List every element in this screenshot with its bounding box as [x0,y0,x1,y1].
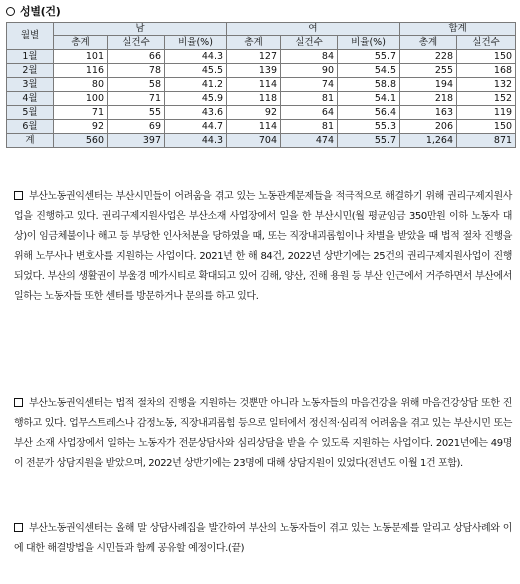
table-cell: 56.4 [338,106,400,120]
table-cell: 92 [54,120,108,134]
column-header: 비율(%) [338,36,400,50]
table-cell: 69 [108,120,165,134]
table-cell: 92 [227,106,281,120]
month-cell: 2월 [7,64,54,78]
table-cell: 1,264 [400,134,457,148]
month-cell: 5월 [7,106,54,120]
table-cell: 228 [400,50,457,64]
column-header: 총계 [54,36,108,50]
table-cell: 206 [400,120,457,134]
table-cell: 81 [281,120,338,134]
table-cell: 45.5 [165,64,227,78]
table-row [7,78,516,92]
column-header: 실건수 [457,36,516,50]
square-bullet-icon [14,191,23,200]
paragraph-text: 부산노동권익센터는 법적 절차의 진행을 지원하는 것뿐만 아니라 노동자들의 마음건강을 위해 마음건강상담 또한 진행하고 있다. 업무스트레스나 감정노동, 직장내괴롭힘 등으로 일터에서 정신적·심리적 어려움을 겪고 있는 부산시민 또는 부산 소재 사업장에서 일하는 노동자가 전문상담사와 심리상담을 받을 수 있도록 지원하는 사업이다. 2021년에는 49명이 전문가 상담지원을 받았으며, 2022년 상반기에는 23명에 대해 상담지원이 있었다(전년도 이월 1건 포함). [14,398,512,469]
table-cell: 80 [54,78,108,92]
table-cell: 43.6 [165,106,227,120]
sum-group-header: 합계 [400,23,516,36]
gender-stats-table [6,22,516,148]
column-header: 총계 [227,36,281,50]
table-row [7,64,516,78]
table-cell: 127 [227,50,281,64]
table-cell: 90 [281,64,338,78]
section-heading [6,2,60,20]
paragraph-counseling [14,394,512,474]
table-cell: 132 [457,78,516,92]
table-cell: 255 [400,64,457,78]
table-cell: 64 [281,106,338,120]
table-cell: 118 [227,92,281,106]
table-cell: 55 [108,106,165,120]
column-header: 실건수 [281,36,338,50]
column-header: 비율(%) [165,36,227,50]
table-row [7,120,516,134]
square-bullet-icon [14,523,23,532]
table-cell: 163 [400,106,457,120]
table-cell: 474 [281,134,338,148]
month-cell: 6월 [7,120,54,134]
table-cell: 84 [281,50,338,64]
table-cell: 218 [400,92,457,106]
table-cell: 55.7 [338,134,400,148]
table-cell: 55.7 [338,50,400,64]
section-title: 성별(건) [20,5,61,18]
table-cell: 41.2 [165,78,227,92]
table-cell: 44.3 [165,50,227,64]
column-header: 실건수 [108,36,165,50]
table-cell: 74 [281,78,338,92]
table-cell: 114 [227,120,281,134]
table-row [7,50,516,64]
paragraph-casebook [14,519,512,559]
table-cell: 55.3 [338,120,400,134]
circle-bullet-icon [6,7,15,16]
table-total-row [7,134,516,148]
table-cell: 71 [54,106,108,120]
table-cell: 71 [108,92,165,106]
paragraph-legal-aid [14,187,512,307]
table-cell: 44.7 [165,120,227,134]
column-header: 총계 [400,36,457,50]
table-cell: 101 [54,50,108,64]
table-subheader-row [7,36,516,50]
table-cell: 114 [227,78,281,92]
table-cell: 58 [108,78,165,92]
month-cell: 4월 [7,92,54,106]
table-cell: 45.9 [165,92,227,106]
table-cell: 44.3 [165,134,227,148]
table-cell: 116 [54,64,108,78]
table-cell: 152 [457,92,516,106]
table-group-header-row [7,23,516,36]
table-cell: 66 [108,50,165,64]
month-column-header: 월별 [7,23,54,50]
square-bullet-icon [14,398,23,407]
month-cell: 1월 [7,50,54,64]
table-cell: 704 [227,134,281,148]
table-cell: 150 [457,120,516,134]
paragraph-text: 부산노동권익센터는 올해 말 상담사례집을 발간하여 부산의 노동자들이 겪고 있는 노동문제를 알리고 상담사례와 이에 대한 해결방법을 시민들과 함께 공유할 예정이다.(끝) [14,523,512,554]
table-cell: 100 [54,92,108,106]
table-cell: 194 [400,78,457,92]
table-cell: 168 [457,64,516,78]
table-cell: 150 [457,50,516,64]
table-cell: 81 [281,92,338,106]
table-cell: 54.5 [338,64,400,78]
paragraph-text: 부산노동권익센터는 부산시민들이 어려움을 겪고 있는 노동관계문제들을 적극적으로 해결하기 위해 권리구제지원사업을 진행하고 있다. 권리구제지원사업은 부산소재 사업장에서 일을 한 부산시민(월 평균임금 350만원 이하 노동자 대상)이 임금체불이나 해고 등 부당한 인사처분을 당하였을 때, 또는 직장내괴롭힘이나 차별을 받았을 때 법적 절차 진행을 위해 노무사나 변호사를 지원하는 사업이다. 2021년 한 해 84건, 2022년 상반기에는 25건의 권리구제지원사업이 진행되었다. 부산의 생활권이 부울경 메가시티로 확대되고 있어 김해, 양산, 진해 용원 등 부산 인근에서 거주하면서 부산에서 일하는 노동자들 또한 센터를 방문하거나 문의를 하고 있다. [14,191,512,302]
male-group-header: 남 [54,23,227,36]
table-cell: 54.1 [338,92,400,106]
table-row [7,106,516,120]
table-cell: 397 [108,134,165,148]
table-cell: 119 [457,106,516,120]
table-cell: 139 [227,64,281,78]
total-label-cell: 계 [7,134,54,148]
month-cell: 3월 [7,78,54,92]
table-row [7,92,516,106]
table-cell: 560 [54,134,108,148]
female-group-header: 여 [227,23,400,36]
table-cell: 58.8 [338,78,400,92]
table-cell: 78 [108,64,165,78]
table-cell: 871 [457,134,516,148]
